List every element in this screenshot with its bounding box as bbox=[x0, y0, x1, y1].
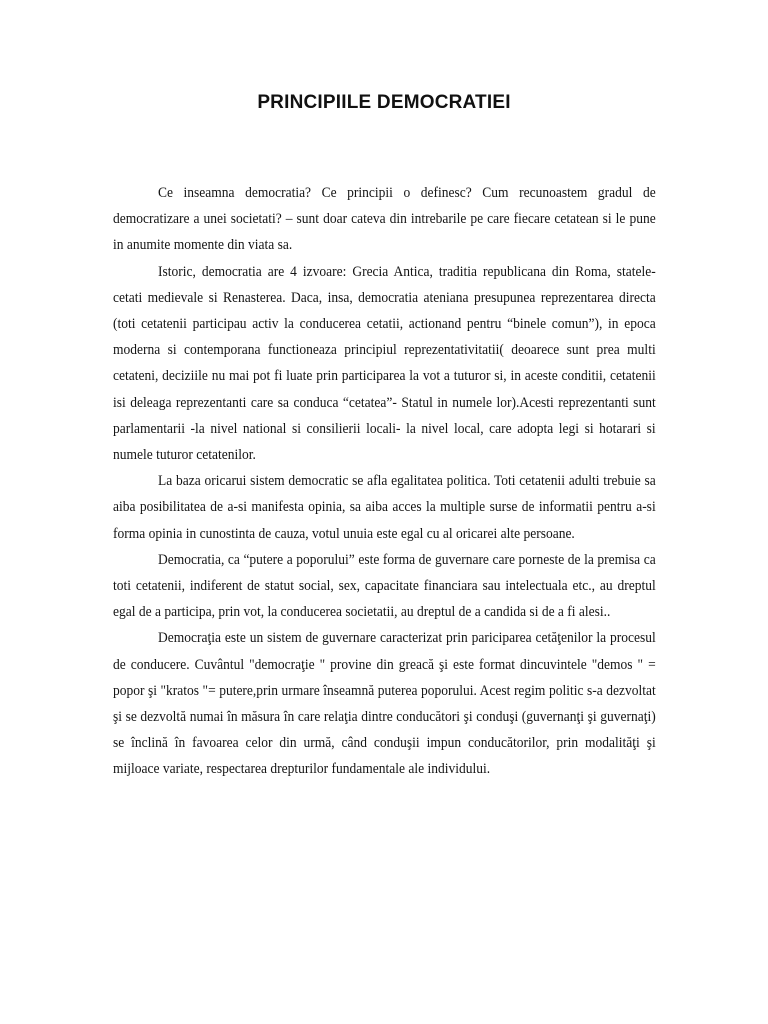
document-title: PRINCIPIILE DEMOCRATIEI bbox=[257, 92, 511, 113]
paragraph-history: Istoric, democratia are 4 izvoare: Grecia Antica, traditia republicana din Roma, statele-cetati medievale si Renasterea. Daca, insa, democratia ateniana presupunea reprezentarea directa (toti cetatenii participau activ la conducerea cetatii, actionand pentru “binele comun”), in epoca moderna si contemporana functioneaza principiul reprezentativitatii( deoarece sunt prea multi cetateni, deciziile nu mai pot fi luate prin participarea la vot a tuturor si, in aceste conditii, cetatenii isi deleaga reprezentanti care sa conduca “cetatea”- Statul in numele lor).Acesti reprezentanti sunt parlamentarii -la nivel national si consilierii locali- la nivel local, care adopta legi si hotarari si numele tuturor cetatenilor. bbox=[113, 263, 656, 464]
paragraph-power-of-people: Democratia, ca “putere a poporului” este forma de guvernare care porneste de la premisa ca toti cetatenii, indiferent de statut social, sex, capacitate financiara sau intelectuala etc., au dreptul egal de a participa, prin vot, la conducerea societatii, au dreptul de a candida si de a fi alesi.. bbox=[113, 551, 656, 621]
paragraph-definition: Democraţia este un sistem de guvernare caracterizat prin pariciparea cetăţenilor la procesul de conducere. Cuvântul "democraţie " provine din greacă şi este format dincuvintele "demos " = popor şi "kratos "= putere,prin urmare înseamnă puterea poporului. Acest regim politic s-a dezvoltat şi se dezvoltă numai în măsura în care relaţia dintre conducători şi conduşi (guvernanţi şi guvernaţi) se înclină în favoarea celor din urmă, când conduşii impun conducătorilor, prin modalităţi şi mijloace variate, respectarea drepturilor fundamentale ale individului. bbox=[113, 630, 656, 778]
document-body bbox=[113, 180, 656, 783]
paragraph-political-equality: La baza oricarui sistem democratic se afla egalitatea politica. Toti cetatenii adulti trebuie sa aiba posibilitatea de a-si manifesta opinia, sa aiba acces la multiple surse de informatii pentru a-si forma opinia in cunostinta de cauza, votul unuia este egal cu al oricarei alte persoane. bbox=[113, 473, 656, 542]
paragraph-intro: Ce inseamna democratia? Ce principii o definesc? Cum recunoastem gradul de democratizare a unei societati? – sunt doar cateva din intrebarile pe care fiecare cetatean si le pune in anumite momente din viata sa. bbox=[113, 185, 656, 254]
